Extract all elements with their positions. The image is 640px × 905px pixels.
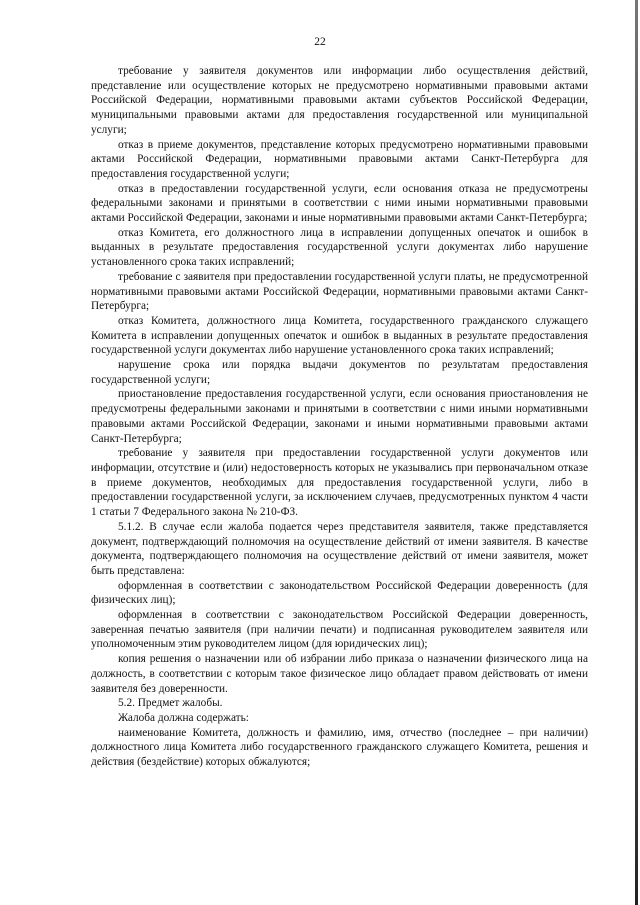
document-body xyxy=(91,64,588,770)
paragraph-6: отказ Комитета, должностного лица Комитета, государственного гражданского служащего Комитета в исправлении допущенных опечаток и ошибок в выданных в результате предоставления государственной услуги документах либо нарушение установленного срока таких исправлений; xyxy=(91,314,588,357)
paragraph-5: требование с заявителя при предоставлении государственной услуги платы, не предусмотренной нормативными правовыми актами Российской Федерации, нормативными правовыми актами Санкт-Петербурга; xyxy=(91,270,588,313)
paragraph-10: 5.1.2. В случае если жалоба подается через представителя заявителя, также представляется документ, подтверждающий полномочия на осуществление действий от имени заявителя. В качестве документа, подтверждающего полномочия на осуществление действий от имени заявителя, может быть представлена: xyxy=(91,520,588,577)
paragraph-7: нарушение срока или порядка выдачи документов по результатам предоставления государственной услуги; xyxy=(91,359,588,386)
paragraph-2: отказ в приеме документов, представление которых предусмотрено нормативными правовыми актами Российской Федерации, нормативными правовыми актами Санкт-Петербурга для предоставления государственной услуги; xyxy=(91,138,588,180)
paragraph-15: Жалоба должна содержать: xyxy=(118,711,249,724)
paragraph-12: оформленная в соответствии с законодательством Российской Федерации доверенность, заверенная печатью заявителя (при наличии печати) и подписанная руководителем заявителя или уполномоченным этим руководителем лицом (для юридических лиц); xyxy=(91,609,588,651)
page-number: 22 xyxy=(314,36,326,48)
paragraph-16: наименование Комитета, должность и фамилию, имя, отчество (последнее – при наличии) должностного лица Комитета либо государственного гражданского служащего Комитета, решения и действия (бездействие) которых обжалуются; xyxy=(91,726,588,769)
paragraph-4: отказ Комитета, его должностного лица в исправлении допущенных опечаток и ошибок в выданных в результате предоставления государственной услуги документах либо нарушение установленного срока таких исправлений; xyxy=(91,226,588,269)
section-heading: 5.2. Предмет жалобы. xyxy=(118,697,223,710)
paragraph-13: копия решения о назначении или об избрании либо приказа о назначении физического лица на должность, в соответствии с которым такое физическое лицо обладает правом действовать от имени заявителя без доверенности. xyxy=(91,653,588,695)
paragraph-9: требование у заявителя при предоставлении государственной услуги документов или информации, отсутствие и (или) недостоверность которых не указывались при первоначальном отказе в приеме документов, необходимых для предоставления государственной услуги, либо в предоставлении государственной услуги, за исключением случаев, предусмотренных пунктом 4 части 1 статьи 7 Федерального закона № 210-ФЗ. xyxy=(91,447,588,519)
paragraph-8: приостановление предоставления государственной услуги, если основания приостановления не предусмотрены федеральными законами и принятыми в соответствии с ними иными нормативными правовыми актами Российской Федерации, законами и иными нормативными правовыми актами Санкт-Петербурга; xyxy=(91,388,588,445)
paragraph-3: отказ в предоставлении государственной услуги, если основания отказа не предусмотрены федеральными законами и принятыми в соответствии с ними иными нормативными правовыми актами Российской Федерации, законами и иные нормативными правовыми актами Санкт-Петербурга; xyxy=(91,182,588,225)
paragraph-11: оформленная в соответствии с законодательством Российской Федерации доверенность (для физических лиц); xyxy=(91,579,588,607)
paragraph-1: требование у заявителя документов или информации либо осуществления действий, представление или осуществление которых не предусмотрено нормативными правовыми актами Российской Федерации, нормативными правовыми актами субъектов Российской Федерации, муниципальными правовыми актами для предоставления государственной или муниципальной услуги; xyxy=(91,65,588,136)
scan-edge-mark xyxy=(635,0,638,905)
